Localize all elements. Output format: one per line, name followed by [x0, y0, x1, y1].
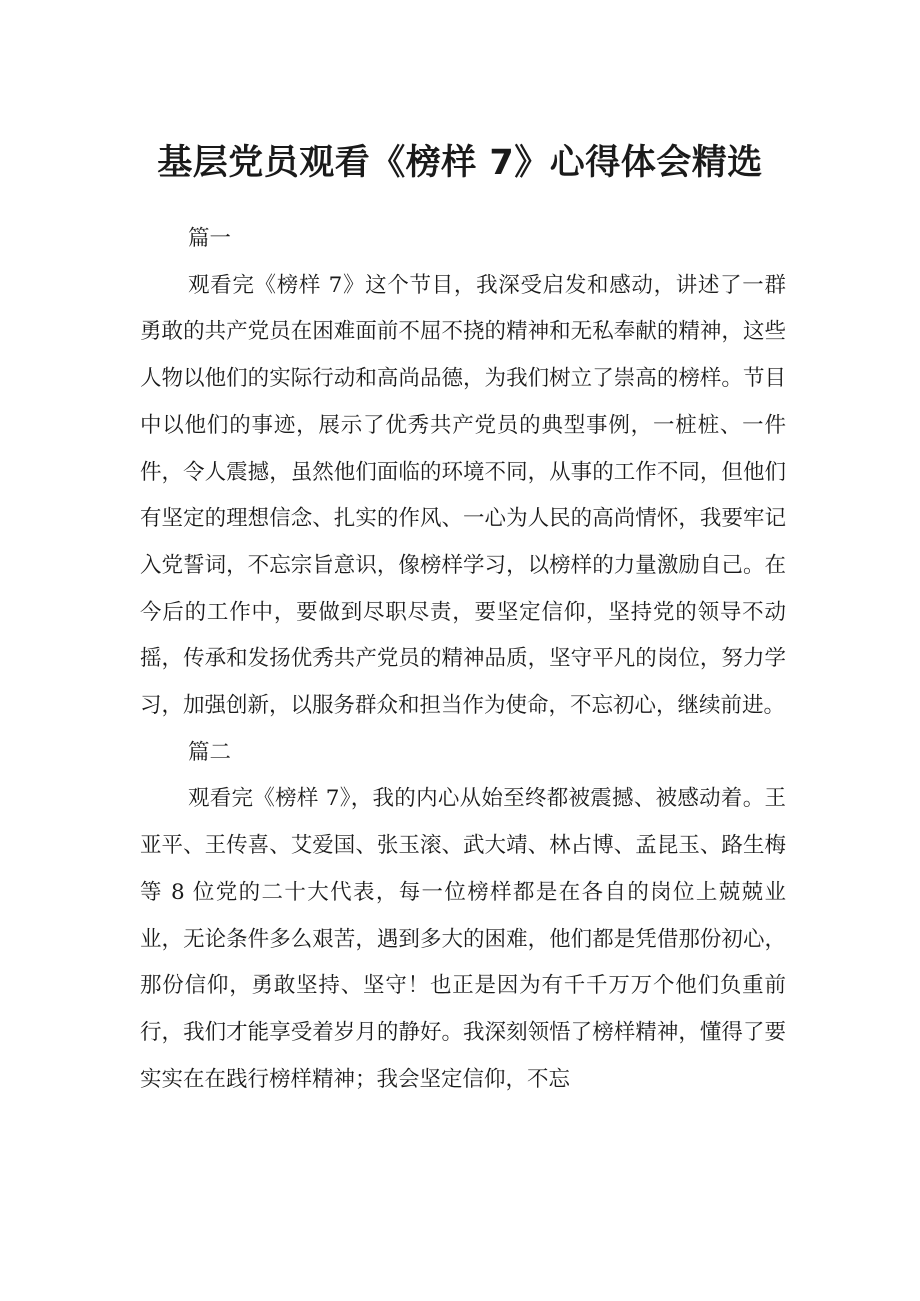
- section-paragraph-1: 观看完《榜样 7》这个节目，我深受启发和感动，讲述了一群勇敢的共产党员在困难面前不屈不挠的精神和无私奉献的精神，这些人物以他们的实际行动和高尚品德，为我们树立了崇高的榜样。节目中以他们的事迹，展示了优秀共产党员的典型事例，一桩桩、一件件，令人震撼，虽然他们面临的环境不同，从事的工作不同，但他们有坚定的理想信念、扎实的作风、一心为人民的高尚情怀，我要牢记入党誓词，不忘宗旨意识，像榜样学习，以榜样的力量激励自己。在今后的工作中，要做到尽职尽责，要坚定信仰，坚持党的领导不动摇，传承和发扬优秀共产党员的精神品质，坚守平凡的岗位，努力学习，加强创新，以服务群众和担当作为使命，不忘初心，继续前进。: [140, 272, 786, 719]
- section-paragraph-2: 观看完《榜样 7》，我的内心从始至终都被震撼、被感动着。王亚平、王传喜、艾爱国、张玉滚、武大靖、林占博、孟昆玉、路生梅等 8 位党的二十大代表，每一位榜样都是在各自的岗位上兢兢业业，无论条件多么艰苦，遇到多大的困难，他们都是凭借那份初心，那份信仰，勇敢坚持、坚守！也正是因为有千千万万个他们负重前行，我们才能享受着岁月的静好。我深刻领悟了榜样精神，懂得了要实实在在践行榜样精神；我会坚定信仰，不忘: [140, 786, 786, 1092]
- document-title: 基层党员观看《榜样 7》心得体会精选: [157, 143, 763, 183]
- section-heading-2: 篇二: [188, 739, 232, 765]
- section-heading-1: 篇一: [188, 226, 232, 251]
- document-body: [140, 216, 786, 1103]
